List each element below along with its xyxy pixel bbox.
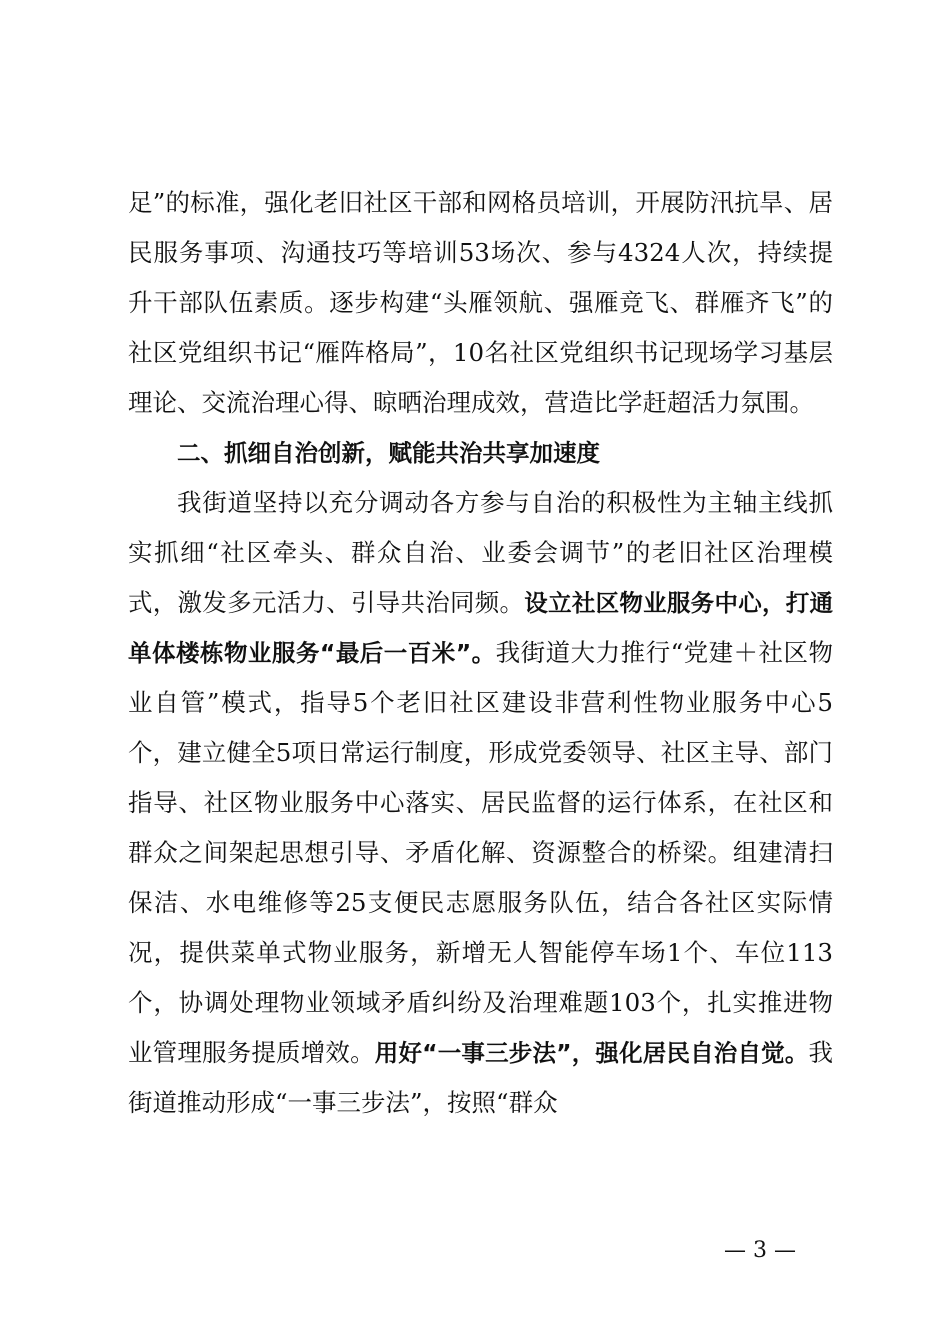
paragraph-body-three-step-method: 我街道推动形成“一事三步法”，按照“群众 <box>128 1038 834 1117</box>
paragraph-intro-text: 我街道坚持以充分调动各方参与自治的积极性为主轴主线抓实抓细“社区牵头、群众自治、业委会调节”的老旧社区治理模式，激发多元活力、引导共治同频。 <box>128 488 833 617</box>
paragraph-continuation: 足”的标准，强化老旧社区干部和网格员培训，开展防汛抗旱、居民服务事项、沟通技巧等培训53场次、参与4324人次，持续提升干部队伍素质。逐步构建“头雁领航、强雁竞飞、群雁齐飞”的社区党组织书记“雁阵格局”，10名社区党组织书记现场学习基层理论、交流治理心得、晾晒治理成效，营造比学赶超活力氛围。 <box>128 188 833 417</box>
body-text <box>128 178 833 1128</box>
section-heading: 二、抓细自治创新，赋能共治共享加速度 <box>177 439 600 467</box>
bold-lead-property-center: 设立社区物业服务中心，打通单体楼栋物业服务“最后一百米”。 <box>128 589 834 667</box>
paragraph-self-governance <box>128 478 833 1128</box>
page-number: — 3 — <box>724 1238 796 1263</box>
paragraph-body-property-center: 我街道大力推行“党建＋社区物业自管”模式，指导5个老旧社区建设非营利性物业服务中心5个，建立健全5项日常运行制度，形成党委领导、社区主导、部门指导、社区物业服务中心落实、居民监督的运行体系，在社区和群众之间架起思想引导、矛盾化解、资源整合的桥梁。组建清扫保洁、水电维修等25支便民志愿服务队伍，结合各社区实际情况，提供菜单式物业服务，新增无人智能停车场1个、车位113个，协调处理物业领域矛盾纠纷及治理难题103个，扎实推进物业管理服务提质增效。 <box>128 638 834 1067</box>
bold-lead-three-step-method: 用好“一事三步法”，强化居民自治自觉。 <box>374 1039 809 1067</box>
